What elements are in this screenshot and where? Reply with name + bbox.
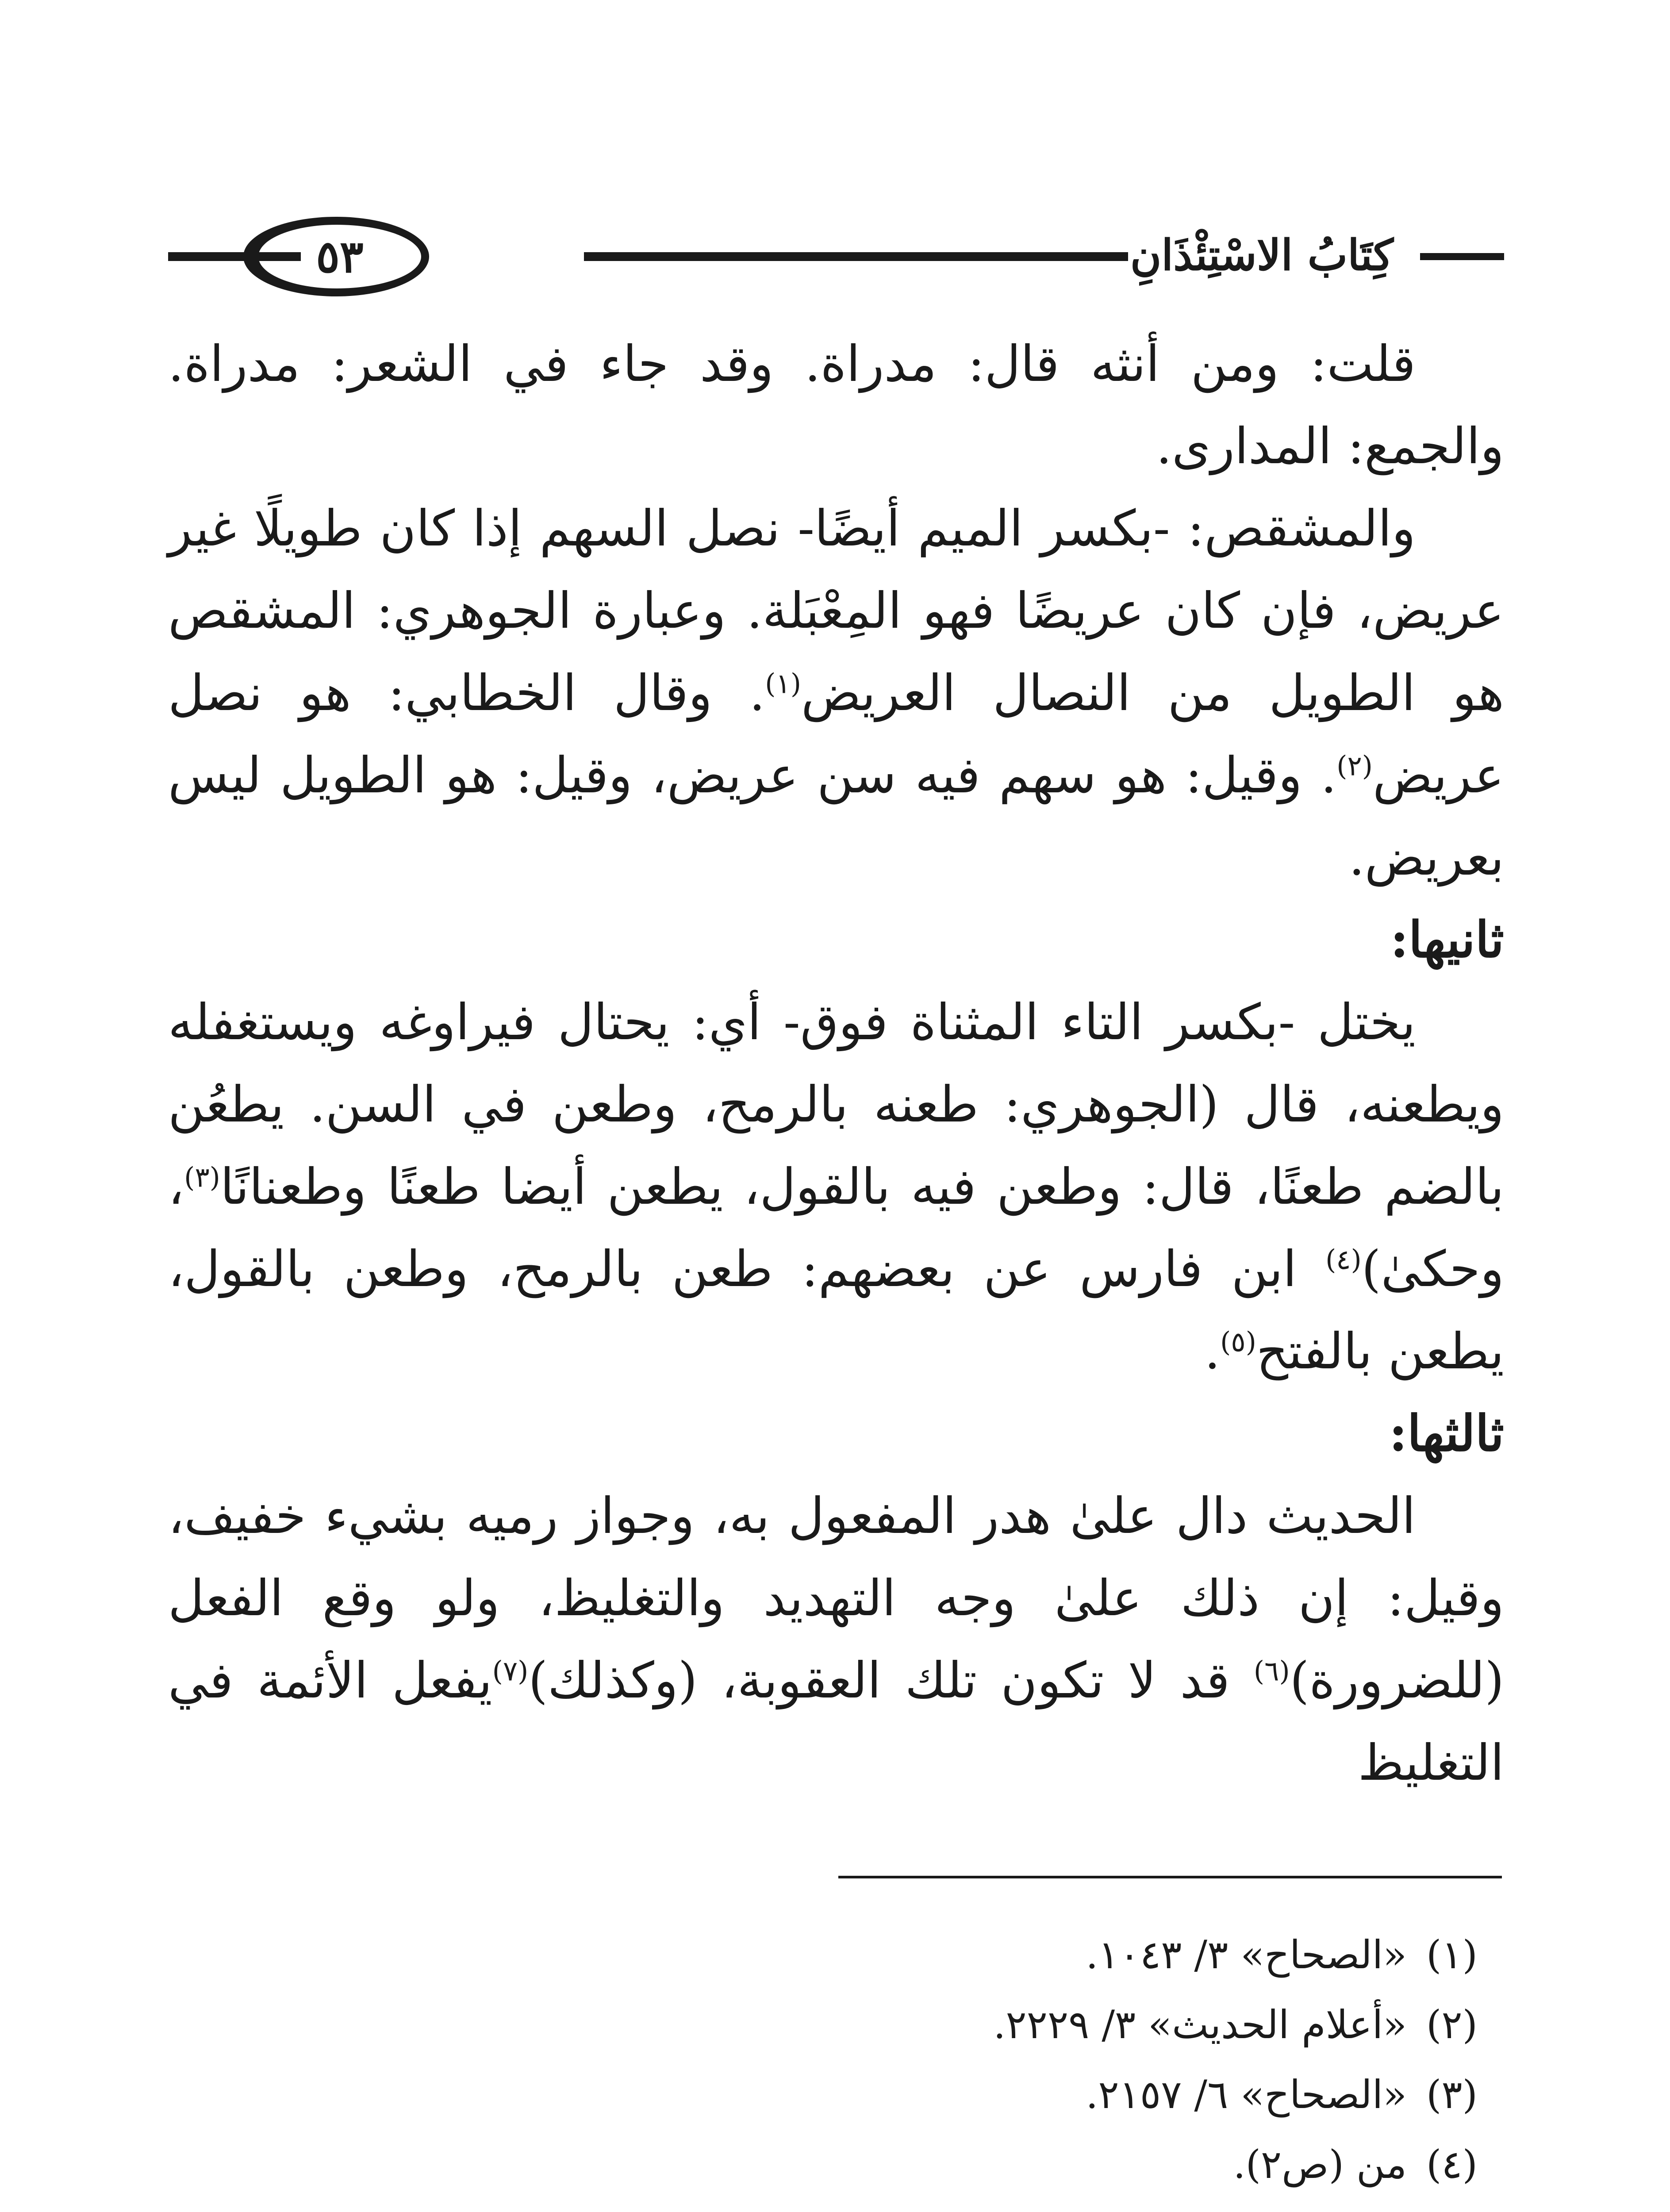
- footnote-number: (٤): [1426, 2142, 1478, 2187]
- chapter-title: كِتَابُ الاسْتِئْذَانِ: [1130, 230, 1394, 280]
- paragraph-4: [168, 1475, 1504, 1804]
- paragraph-3-part-a: يختل -بكسر التاء المثناة فوق- أي: يحتال فيراوغه ويستغفله ويطعنه، قال (الجوهري: طعنه بالرمح، وطعن في السن. يطعُن بالضم طعنًا، قال: وطعن فيه بالقول، يطعن أيضا طعنًا وطعنانًا: [168, 994, 1504, 1216]
- footnote-number: [1407, 2200, 1478, 2212]
- footnote-ref-1[interactable]: (١): [765, 667, 802, 700]
- paragraph-3: [168, 981, 1504, 1393]
- footnote-separator: [838, 1876, 1502, 1878]
- header-rule-middle: [584, 252, 1128, 261]
- running-header: [168, 212, 1504, 301]
- footnote-4: [168, 2130, 1478, 2200]
- section-heading-3: ثالثها:: [1389, 1405, 1504, 1463]
- footnote-text: «الصحاح» ٦/ ٢١٥٧.: [1086, 2072, 1407, 2117]
- footnote-ref-5[interactable]: (٥): [1220, 1325, 1256, 1358]
- footnote-text: «أعلام الحديث» ٣/ ٢٢٢٩.: [993, 2002, 1407, 2047]
- paragraph-3-part-c: ابن فارس عن بعضهم: طعن بالرمح، وطعن بالقول، يطعن بالفتح: [168, 1240, 1504, 1380]
- paragraph-2-part-c: . وقيل: هو سهم فيه سن عريض، وقيل: هو الطويل ليس بعريض.: [168, 747, 1504, 887]
- footnote-ref-2[interactable]: (٢): [1336, 749, 1373, 782]
- footnote-number: (٢): [1426, 2002, 1478, 2047]
- paragraph-2: [168, 488, 1504, 899]
- paragraph-2-part-a: والمشقص: -بكسر الميم أيضًا- نصل السهم إذا كان طويلًا غير عريض، فإن كان عريضًا فهو المِعْبَلة. وعبارة الجوهري: المشقص هو الطويل من النصال العريض: [168, 500, 1504, 722]
- footnote-ref-6[interactable]: (٦): [1253, 1655, 1290, 1687]
- paragraph-1: قلت: ومن أنثه قال: مدراة. وقد جاء في الشعر: مدراة. والجمع: المدارى.: [168, 335, 1504, 475]
- footnote-ref-4[interactable]: (٤): [1325, 1243, 1362, 1276]
- footnote-ref-3[interactable]: (٣): [184, 1161, 220, 1194]
- footnote-number: (١): [1426, 1932, 1478, 1978]
- footnotes: [168, 1920, 1504, 2212]
- footnote-ref-7[interactable]: (٧): [492, 1655, 529, 1687]
- paragraph-4-part-c: يفعل الأئمة في التغليظ: [168, 1652, 1504, 1792]
- footnote-text: من (ص٢).: [1233, 2142, 1407, 2187]
- footnote-2: [168, 1990, 1478, 2060]
- footnote-1: [168, 1920, 1478, 1990]
- paragraph-3-part-b: ، وحكىٰ): [168, 1158, 1504, 1298]
- paragraph-4-part-a: الحديث دال علىٰ هدر المفعول به، وجواز رميه بشيء خفيف، وقيل: إن ذلك علىٰ وجه التهديد والتغليظ، ولو وقع الفعل (للضرورة): [168, 1487, 1505, 1709]
- footnote-3: [168, 2060, 1478, 2130]
- header-rule-left: [168, 252, 301, 261]
- paragraph-3-part-d: .: [1204, 1323, 1221, 1380]
- footnote-text: «الصحاح» ٣/ ١٠٤٣.: [1086, 1932, 1407, 1978]
- page-number: ٥٣: [316, 230, 364, 283]
- footnote-number: (٣): [1426, 2072, 1478, 2117]
- footnote-5: [168, 2200, 1478, 2212]
- paragraph-4-part-b: قد لا تكون تلك العقوبة، (وكذلك): [528, 1652, 1254, 1709]
- section-heading-2: ثانيها:: [1390, 911, 1504, 969]
- header-rule-right: [1420, 253, 1504, 260]
- paragraph-2-part-b: . وقال الخطابي: هو نصل عريض: [168, 664, 1504, 804]
- main-text: [168, 323, 1504, 1804]
